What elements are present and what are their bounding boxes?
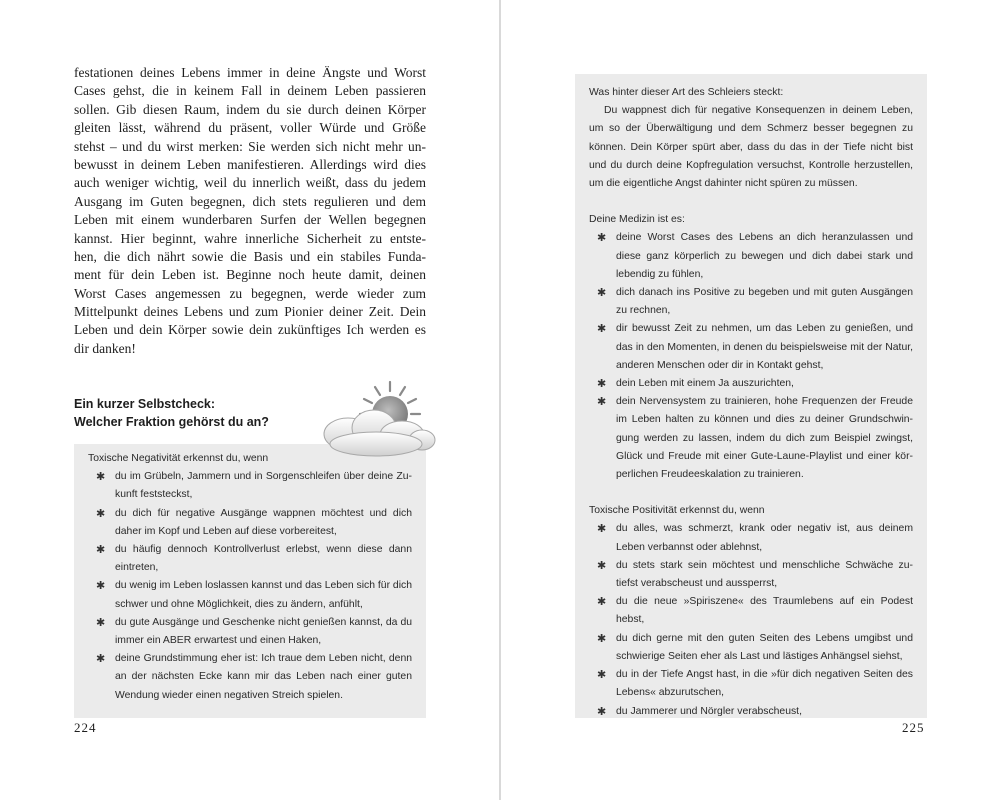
body-line: Leben und dein Körper sowie dein zukünftiges Ich werden es	[74, 322, 426, 338]
list-item-text: dich danach ins Positive zu begeben und mit guten Ausgängen zu rechnen,	[616, 287, 913, 317]
list-item-text: du in der Tiefe Angst hast, in die »für dich negativen Seiten des Lebens« abzurutschen,	[616, 669, 913, 699]
body-line: ment für dein Leben ist. Beginne noch heute damit, deinen	[74, 267, 426, 283]
box-intro-positivity: Toxische Positivität erkennst du, wenn	[589, 505, 765, 517]
asterisk-bullet-icon: ✱	[597, 559, 607, 572]
left-page	[0, 0, 499, 800]
list-item-text: dein Nervensystem zu trainieren, hohe Frequenzen der Freude im Leben halten zu können und dies zu deiner Grundschwin-gung werden zu lassen, indem du dich zum Beispiel zwingst, Glück und Freude mit einer Gute-Laune-Playlist und einer kör-perlichen Freudeeskalation zu trainieren.	[616, 396, 913, 481]
heading-line-2: Welcher Fraktion gehörst du an?	[74, 415, 269, 429]
list-item	[589, 630, 913, 666]
page-number: 224	[74, 720, 97, 735]
body-line: festationen deines Lebens immer in deine Ängste und Worst	[74, 65, 426, 80]
body-line: Worst Cases angemessen zu begegnen, werde wieder zum	[74, 285, 426, 301]
asterisk-bullet-icon: ✱	[96, 507, 106, 520]
list-item-text: du dich gerne mit den guten Seiten des Lebens umgibst und schwierige Seiten eher als Last und lästiges Anhängsel siehst,	[616, 632, 913, 662]
asterisk-bullet-icon: ✱	[597, 705, 607, 718]
list-item	[589, 284, 913, 320]
body-line: stehst – und du wirst merken: Sie werden sich nicht mehr un-	[74, 138, 426, 154]
asterisk-bullet-icon: ✱	[96, 653, 106, 666]
asterisk-bullet-icon: ✱	[96, 580, 106, 593]
list-item	[88, 614, 412, 650]
asterisk-bullet-icon: ✱	[597, 669, 607, 682]
body-line: kannst. Hier beginnt, wahre innerliche Sicherheit zu entste-	[74, 230, 426, 246]
box-paragraph: Du wappnest dich für negative Konsequenzen in deinem Leben, um so der Überwältigung und dem Schmerz besser begegnen zu können. Dein Körper spürt aber, dass du das in der Tiefe nicht bist und du durch deine Kopfregulation versuchst, Kontrolle herzustellen, um die eigentliche Angst dahinter nicht spüren zu müssen.	[589, 105, 913, 190]
asterisk-bullet-icon: ✱	[96, 616, 106, 629]
list-item-text: du Jammerer und Nörgler verabscheust,	[616, 705, 802, 717]
asterisk-bullet-icon: ✱	[597, 232, 607, 245]
list-item	[589, 593, 913, 629]
list-item-text: du im Grübeln, Jammern und in Sorgenschleifen über deine Zu-kunft feststeckst,	[115, 471, 412, 501]
list-item	[589, 229, 913, 284]
list-item	[589, 393, 913, 484]
box-intro-veil: Was hinter dieser Art des Schleiers steckt:	[589, 87, 784, 98]
list-item-text: du die neue »Spiriszene« des Traumlebens auf ein Podest hebst,	[616, 596, 913, 626]
box-intro-medicine: Deine Medizin ist es:	[589, 214, 685, 226]
body-line: hen, die dich nährt sowie die Basis und ein stabiles Funda-	[74, 248, 426, 264]
list-item-text: du häufig dennoch Kontrollverlust erlebst, wenn diese dann eintreten,	[115, 544, 412, 574]
list-item-text: dir bewusst Zeit zu nehmen, um das Leben zu genießen, und das in den Momenten, in denen du beispielsweise mit der Natur, anderen Menschen oder dir in Kontakt gehst,	[616, 323, 913, 371]
body-line: Mittelpunkt deines Lebens und zum Pionier deiner Zeit. Dein	[74, 304, 426, 320]
body-line: dir danken!	[74, 340, 136, 356]
list-item	[589, 557, 913, 593]
list-item	[589, 320, 913, 375]
info-box-left	[74, 444, 426, 718]
sun-cloud-icon	[318, 378, 438, 460]
asterisk-bullet-icon: ✱	[96, 471, 106, 484]
box-intro: Toxische Negativität erkennst du, wenn	[88, 453, 269, 464]
list-item	[589, 703, 913, 721]
body-line: gleiten lässt, während du präsent, voller Würde und Größe	[74, 120, 426, 136]
asterisk-bullet-icon: ✱	[597, 396, 607, 409]
list-item	[88, 468, 412, 504]
page-number: 225	[902, 720, 925, 735]
list-item	[88, 650, 412, 705]
body-line: Leben mit einem wunderbaren Surfen der Wellen begegnen	[74, 212, 426, 228]
body-line: Cases gehst, die in keinem Fall in deinem Leben passieren	[74, 83, 426, 99]
asterisk-bullet-icon: ✱	[597, 323, 607, 336]
body-line: Ausgang im Guten begegnen, dich stets regulieren und dem	[74, 193, 426, 209]
list-item-text: du stets stark sein möchtest und menschliche Schwäche zu-tiefst verabscheust und aussperrst,	[616, 559, 913, 590]
list-item	[88, 541, 412, 577]
list-item	[88, 505, 412, 541]
list-item	[589, 666, 913, 702]
asterisk-bullet-icon: ✱	[597, 523, 607, 536]
list-item	[88, 577, 412, 613]
bullet-list-negativity	[88, 468, 412, 705]
list-item-text: du wenig im Leben loslassen kannst und das Leben sich für dich schwer und ohne Möglichkeit, dies zu ändern, anfühlt,	[115, 580, 412, 610]
list-item	[589, 375, 913, 393]
bullet-list-medicine	[589, 229, 913, 484]
list-item-text: du gute Ausgänge und Geschenke nicht genießen kannst, da du immer ein ABER erwartest und einen Haken,	[115, 616, 412, 647]
asterisk-bullet-icon: ✱	[597, 632, 607, 645]
body-line: sollen. Gib diesen Raum, indem du sie durch deinen Körper	[74, 101, 426, 117]
list-item-text: du alles, was schmerzt, krank oder negativ ist, aus deinem Leben verbannst oder ablehnst,	[616, 523, 913, 553]
asterisk-bullet-icon: ✱	[597, 596, 607, 609]
list-item-text: dein Leben mit einem Ja auszurichten,	[616, 378, 794, 390]
asterisk-bullet-icon: ✱	[96, 544, 106, 557]
asterisk-bullet-icon: ✱	[597, 378, 607, 391]
section-heading	[74, 395, 324, 431]
asterisk-bullet-icon: ✱	[597, 287, 607, 300]
list-item	[589, 520, 913, 556]
list-item-text: du dich für negative Ausgänge wappnen möchtest und dich daher im Kopf und Leben auf diese vorbereitest,	[115, 507, 412, 537]
body-line: bewusst in deinem Leben manifestieren. Allerdings wird dies	[74, 156, 426, 172]
body-line: auch weniger wichtig, weil du innerlich weißt, dass du jedem	[74, 175, 426, 191]
bullet-list-positivity	[589, 520, 913, 720]
body-text	[74, 64, 426, 358]
info-box-right	[575, 74, 927, 718]
heading-line-1: Ein kurzer Selbstcheck:	[74, 397, 216, 411]
list-item-text: deine Grundstimmung eher ist: Ich traue dem Leben nicht, denn an der nächsten Ecke kann mir das Leben nach einer guten Wendung wieder einen negativen Streich spielen.	[115, 653, 412, 701]
list-item-text: deine Worst Cases des Lebens an dich heranzulassen und diese ganz körperlich zu bewegen und dich dabei stark und lebendig zu fühlen,	[616, 232, 913, 280]
